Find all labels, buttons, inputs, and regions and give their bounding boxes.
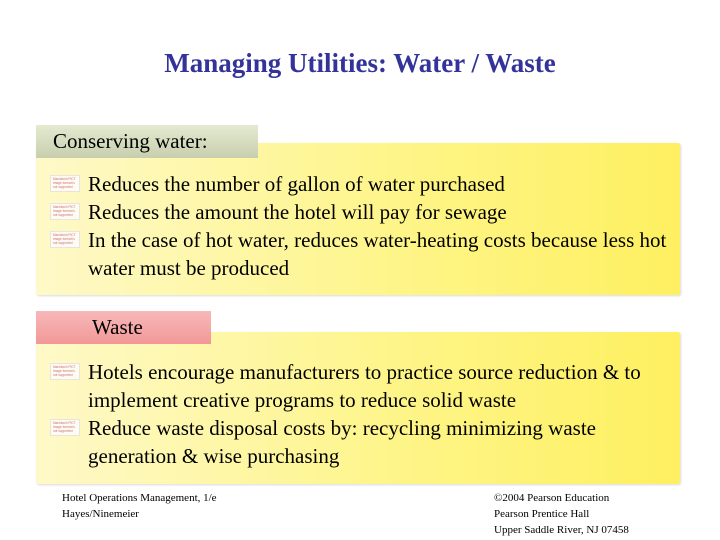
footer-right xyxy=(494,490,629,538)
footer-copyright: ©2004 Pearson Education xyxy=(494,492,610,504)
slide-title: Managing Utilities: Water / Waste xyxy=(164,48,556,78)
footer-publisher: Pearson Prentice Hall xyxy=(494,508,590,520)
bullet-image-icon: Macintosh PICT image format is not supported xyxy=(50,231,80,248)
bullet-text: Reduce waste disposal costs by: recycling minimizing waste generation & wise purchasing xyxy=(88,416,596,468)
waste-heading: Waste xyxy=(36,311,211,344)
bullet-text: In the case of hot water, reduces water-heating costs because less hot water must be produced xyxy=(88,228,667,280)
footer-address: Upper Saddle River, NJ 07458 xyxy=(494,524,629,536)
bullet-image-icon: Macintosh PICT image format is not supported xyxy=(50,175,80,192)
bullet-image-icon: Macintosh PICT image format is not supported xyxy=(50,363,80,380)
bullet-image-icon: Macintosh PICT image format is not supported xyxy=(50,203,80,220)
bullet-text: Reduces the number of gallon of water purchased xyxy=(88,172,505,196)
footer-authors: Hayes/Ninemeier xyxy=(62,508,139,520)
bullet-image-icon: Macintosh PICT image format is not supported xyxy=(50,419,80,436)
list-item xyxy=(48,198,680,226)
list-item xyxy=(48,170,680,198)
waste-list xyxy=(48,358,680,470)
list-item xyxy=(48,226,680,282)
list-item xyxy=(48,414,680,470)
conserving-water-heading: Conserving water: xyxy=(36,125,258,158)
list-item xyxy=(48,358,680,414)
bullet-text: Hotels encourage manufacturers to practice source reduction & to implement creative programs to reduce solid waste xyxy=(88,360,641,412)
footer-book-title: Hotel Operations Management, 1/e xyxy=(62,492,217,504)
conserving-water-list xyxy=(48,170,680,282)
footer-left xyxy=(62,490,217,522)
bullet-text: Reduces the amount the hotel will pay for sewage xyxy=(88,200,507,224)
